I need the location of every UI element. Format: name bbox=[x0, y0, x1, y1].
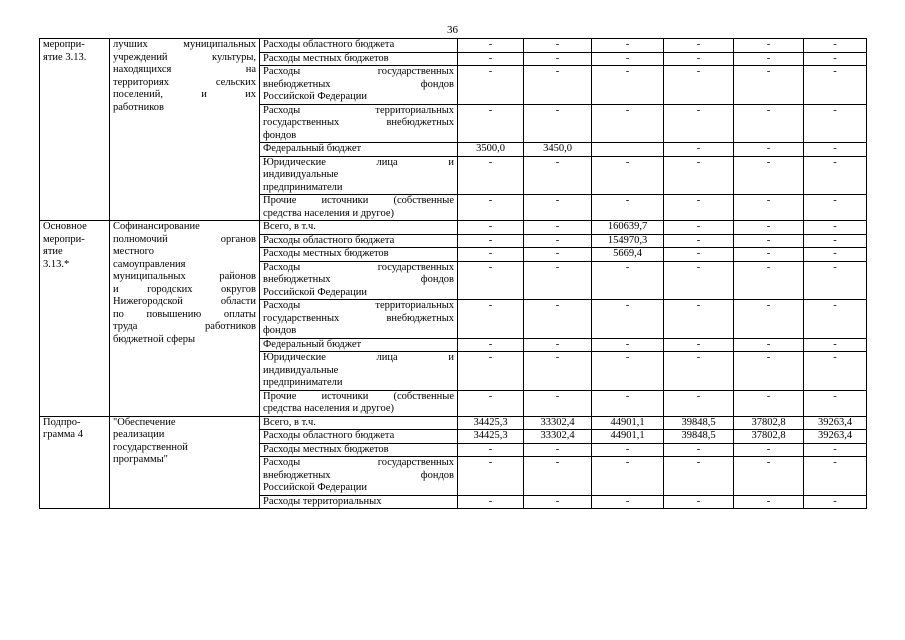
value-cell: - bbox=[734, 234, 804, 248]
value-cell: - bbox=[804, 234, 867, 248]
value-cell: - bbox=[664, 261, 734, 300]
event-code-cell bbox=[40, 416, 110, 509]
event-code-line: 3.13.* bbox=[43, 258, 70, 270]
funding-source-line: Расходы территориальных bbox=[263, 104, 454, 116]
event-name-line: поселений, и их bbox=[113, 89, 256, 100]
funding-source-cell bbox=[260, 221, 458, 235]
value-cell: 44901,1 bbox=[592, 416, 664, 430]
value-cell: - bbox=[734, 52, 804, 66]
funding-source-cell bbox=[260, 261, 458, 300]
funding-source-cell bbox=[260, 143, 458, 157]
value-cell: 39263,4 bbox=[804, 430, 867, 444]
value-cell: 34425,3 bbox=[458, 430, 524, 444]
funding-source-line: Расходы государственных bbox=[263, 457, 454, 468]
value-cell: 160639,7 bbox=[592, 221, 664, 235]
value-cell: - bbox=[664, 352, 734, 391]
value-cell: - bbox=[734, 261, 804, 300]
value-cell: - bbox=[524, 221, 592, 235]
value-cell: - bbox=[804, 443, 867, 457]
value-cell: - bbox=[524, 66, 592, 105]
funding-source-line: индивидуальные bbox=[263, 364, 339, 376]
value-cell: - bbox=[664, 195, 734, 221]
funding-source-line: внебюджетных фондов bbox=[263, 469, 454, 481]
event-name-line: Софинансирование bbox=[113, 221, 200, 232]
value-cell: - bbox=[458, 300, 524, 339]
event-name-line: и городских округов bbox=[113, 283, 256, 295]
value-cell: - bbox=[592, 52, 664, 66]
value-cell: - bbox=[804, 390, 867, 416]
funding-source-line: фондов bbox=[263, 325, 297, 336]
value-cell: - bbox=[592, 338, 664, 352]
value-cell: - bbox=[592, 195, 664, 221]
value-cell: 39848,5 bbox=[664, 430, 734, 444]
funding-source-cell bbox=[260, 457, 458, 496]
funding-source-line: внебюджетных фондов bbox=[263, 78, 454, 90]
value-cell: - bbox=[804, 248, 867, 262]
funding-source-line: предприниматели bbox=[263, 181, 343, 193]
event-code-line: Основное bbox=[43, 221, 87, 232]
value-cell: - bbox=[592, 457, 664, 496]
value-cell: - bbox=[664, 300, 734, 339]
value-cell: - bbox=[524, 352, 592, 391]
funding-source-cell bbox=[260, 390, 458, 416]
value-cell: - bbox=[524, 338, 592, 352]
value-cell: - bbox=[592, 300, 664, 339]
funding-source-line: Расходы территориальных bbox=[263, 300, 454, 311]
value-cell: - bbox=[664, 338, 734, 352]
value-cell: - bbox=[804, 52, 867, 66]
value-cell: 3450,0 bbox=[524, 143, 592, 157]
value-cell: - bbox=[734, 39, 804, 53]
value-cell: - bbox=[458, 104, 524, 143]
funding-source-line: Юридические лица и bbox=[263, 156, 454, 168]
funding-source-line: средства населения и другое) bbox=[263, 403, 394, 414]
event-name-line: работников bbox=[113, 101, 164, 113]
value-cell: - bbox=[804, 143, 867, 157]
value-cell: - bbox=[524, 390, 592, 416]
value-cell: - bbox=[734, 300, 804, 339]
funding-source-cell bbox=[260, 234, 458, 248]
funding-source-line: Федеральный бюджет bbox=[263, 338, 362, 350]
value-cell: - bbox=[664, 457, 734, 496]
table-row bbox=[40, 416, 867, 430]
event-name-line: полномочий органов bbox=[113, 233, 256, 245]
event-name-line: государственной bbox=[113, 441, 188, 453]
value-cell: - bbox=[458, 234, 524, 248]
value-cell: 44901,1 bbox=[592, 430, 664, 444]
event-code-cell bbox=[40, 221, 110, 417]
value-cell: - bbox=[458, 248, 524, 262]
funding-source-cell bbox=[260, 104, 458, 143]
value-cell: - bbox=[804, 156, 867, 195]
value-cell: - bbox=[734, 443, 804, 457]
value-cell: - bbox=[592, 443, 664, 457]
value-cell: 34425,3 bbox=[458, 416, 524, 430]
event-name-cell bbox=[110, 39, 260, 221]
value-cell: - bbox=[524, 495, 592, 509]
value-cell: - bbox=[458, 221, 524, 235]
funding-source-line: Расходы областного бюджета bbox=[263, 39, 395, 50]
value-cell: - bbox=[734, 390, 804, 416]
value-cell: - bbox=[524, 52, 592, 66]
value-cell: - bbox=[734, 66, 804, 105]
event-name-line: по повышению оплаты bbox=[113, 308, 256, 320]
value-cell: - bbox=[458, 195, 524, 221]
value-cell: - bbox=[592, 495, 664, 509]
funding-source-line: государственных внебюджетных bbox=[263, 312, 454, 324]
value-cell: - bbox=[804, 300, 867, 339]
value-cell: - bbox=[804, 39, 867, 53]
page-number: 36 bbox=[447, 24, 458, 36]
value-cell: - bbox=[592, 39, 664, 53]
event-code-line: ятие 3.13. bbox=[43, 51, 87, 63]
value-cell: 3500,0 bbox=[458, 143, 524, 157]
value-cell: - bbox=[524, 195, 592, 221]
value-cell: - bbox=[592, 66, 664, 105]
funding-source-line: Российской Федерации bbox=[263, 286, 367, 298]
event-name-line: труда работников bbox=[113, 321, 256, 332]
value-cell: - bbox=[592, 352, 664, 391]
funding-source-line: Российской Федерации bbox=[263, 91, 367, 102]
funding-source-cell bbox=[260, 52, 458, 66]
funding-source-line: фондов bbox=[263, 129, 297, 141]
event-name-line: Нижегородской области bbox=[113, 296, 256, 307]
funding-source-line: Юридические лица и bbox=[263, 352, 454, 363]
value-cell: - bbox=[524, 234, 592, 248]
value-cell: - bbox=[804, 352, 867, 391]
value-cell: - bbox=[524, 457, 592, 496]
value-cell: 39263,4 bbox=[804, 416, 867, 430]
funding-source-cell bbox=[260, 416, 458, 430]
value-cell: - bbox=[458, 352, 524, 391]
value-cell: - bbox=[664, 495, 734, 509]
value-cell: - bbox=[458, 156, 524, 195]
event-code-cell bbox=[40, 39, 110, 221]
event-name-line: находящихся на bbox=[113, 64, 256, 75]
value-cell: - bbox=[664, 66, 734, 105]
event-name-line: бюджетной сферы bbox=[113, 333, 196, 345]
value-cell: - bbox=[458, 495, 524, 509]
funding-source-cell bbox=[260, 66, 458, 105]
funding-source-line: индивидуальные bbox=[263, 169, 339, 180]
value-cell: 37802,8 bbox=[734, 416, 804, 430]
value-cell: - bbox=[734, 156, 804, 195]
event-name-line: муниципальных районов bbox=[113, 271, 256, 282]
funding-source-cell bbox=[260, 195, 458, 221]
event-name-line: реализации bbox=[113, 429, 165, 440]
value-cell: - bbox=[592, 104, 664, 143]
value-cell: - bbox=[664, 234, 734, 248]
funding-source-line: средства населения и другое) bbox=[263, 207, 394, 219]
funding-source-line: Расходы местных бюджетов bbox=[263, 443, 389, 455]
funding-source-line: внебюджетных фондов bbox=[263, 274, 454, 285]
funding-source-cell bbox=[260, 248, 458, 262]
funding-source-cell bbox=[260, 352, 458, 391]
value-cell: - bbox=[734, 495, 804, 509]
value-cell: - bbox=[734, 457, 804, 496]
funding-source-cell bbox=[260, 300, 458, 339]
event-name-line: лучших муниципальных bbox=[113, 39, 256, 50]
value-cell: - bbox=[664, 443, 734, 457]
funding-source-line: Федеральный бюджет bbox=[263, 143, 362, 154]
funding-source-line: Расходы территориальных bbox=[263, 495, 382, 507]
event-name-cell bbox=[110, 416, 260, 509]
value-cell: - bbox=[524, 248, 592, 262]
value-cell: - bbox=[804, 495, 867, 509]
event-code-line: грамма 4 bbox=[43, 429, 83, 440]
value-cell: - bbox=[458, 457, 524, 496]
funding-source-line: Расходы областного бюджета bbox=[263, 234, 395, 246]
budget-table bbox=[39, 38, 867, 509]
event-name-cell bbox=[110, 221, 260, 417]
event-name-line: "Обеспечение bbox=[113, 416, 176, 428]
funding-source-line: Российской Федерации bbox=[263, 482, 367, 493]
funding-source-line: Расходы государственных bbox=[263, 261, 454, 273]
value-cell: - bbox=[804, 338, 867, 352]
funding-source-line: Прочие источники (собственные bbox=[263, 390, 454, 402]
funding-source-line: Всего, в т.ч. bbox=[263, 416, 316, 428]
value-cell: - bbox=[524, 300, 592, 339]
value-cell: - bbox=[458, 66, 524, 105]
value-cell: - bbox=[804, 261, 867, 300]
value-cell: 33302,4 bbox=[524, 416, 592, 430]
value-cell: - bbox=[458, 443, 524, 457]
event-name-line: программы" bbox=[113, 454, 168, 465]
value-cell: - bbox=[734, 248, 804, 262]
value-cell: 154970,3 bbox=[592, 234, 664, 248]
funding-source-cell bbox=[260, 443, 458, 457]
value-cell: - bbox=[524, 39, 592, 53]
value-cell: - bbox=[664, 156, 734, 195]
value-cell: - bbox=[458, 338, 524, 352]
value-cell: - bbox=[524, 156, 592, 195]
event-code-line: меропри- bbox=[43, 39, 85, 50]
value-cell: - bbox=[524, 104, 592, 143]
value-cell: - bbox=[804, 66, 867, 105]
event-name-line: местного bbox=[113, 246, 154, 257]
event-name-line: территориях сельских bbox=[113, 76, 256, 88]
event-name-line: самоуправления bbox=[113, 258, 186, 270]
funding-source-cell bbox=[260, 430, 458, 444]
funding-source-line: Прочие источники (собственные bbox=[263, 195, 454, 206]
value-cell: 37802,8 bbox=[734, 430, 804, 444]
value-cell: - bbox=[458, 52, 524, 66]
value-cell: - bbox=[458, 390, 524, 416]
value-cell: - bbox=[664, 39, 734, 53]
value-cell: - bbox=[664, 143, 734, 157]
event-code-line: ятие bbox=[43, 246, 63, 257]
value-cell: - bbox=[804, 221, 867, 235]
value-cell: - bbox=[592, 390, 664, 416]
value-cell: - bbox=[734, 338, 804, 352]
value-cell: - bbox=[524, 261, 592, 300]
funding-source-line: Расходы местных бюджетов bbox=[263, 248, 389, 259]
funding-source-line: Расходы областного бюджета bbox=[263, 430, 395, 441]
table-row bbox=[40, 39, 867, 53]
value-cell: 5669,4 bbox=[592, 248, 664, 262]
event-code-line: Подпро- bbox=[43, 416, 81, 428]
value-cell: - bbox=[734, 352, 804, 391]
value-cell: - bbox=[524, 443, 592, 457]
value-cell: - bbox=[804, 195, 867, 221]
funding-source-line: Всего, в т.ч. bbox=[263, 221, 316, 232]
funding-source-cell bbox=[260, 156, 458, 195]
funding-source-cell bbox=[260, 495, 458, 509]
value-cell: - bbox=[664, 390, 734, 416]
value-cell: - bbox=[664, 248, 734, 262]
funding-source-line: государственных внебюджетных bbox=[263, 117, 454, 128]
value-cell: - bbox=[734, 104, 804, 143]
value-cell: - bbox=[804, 457, 867, 496]
value-cell bbox=[592, 143, 664, 157]
value-cell: 39848,5 bbox=[664, 416, 734, 430]
value-cell: - bbox=[458, 39, 524, 53]
value-cell: - bbox=[664, 221, 734, 235]
value-cell: - bbox=[734, 195, 804, 221]
funding-source-line: Расходы государственных bbox=[263, 66, 454, 77]
value-cell: - bbox=[458, 261, 524, 300]
value-cell: - bbox=[734, 143, 804, 157]
value-cell: 33302,4 bbox=[524, 430, 592, 444]
funding-source-line: предприниматели bbox=[263, 377, 343, 388]
table-row bbox=[40, 221, 867, 235]
value-cell: - bbox=[734, 221, 804, 235]
value-cell: - bbox=[664, 104, 734, 143]
funding-source-cell bbox=[260, 338, 458, 352]
funding-source-cell bbox=[260, 39, 458, 53]
value-cell: - bbox=[592, 156, 664, 195]
value-cell: - bbox=[664, 52, 734, 66]
event-code-line: меропри- bbox=[43, 233, 85, 245]
event-name-line: учреждений культуры, bbox=[113, 51, 256, 63]
value-cell: - bbox=[804, 104, 867, 143]
value-cell: - bbox=[592, 261, 664, 300]
funding-source-line: Расходы местных бюджетов bbox=[263, 52, 389, 64]
